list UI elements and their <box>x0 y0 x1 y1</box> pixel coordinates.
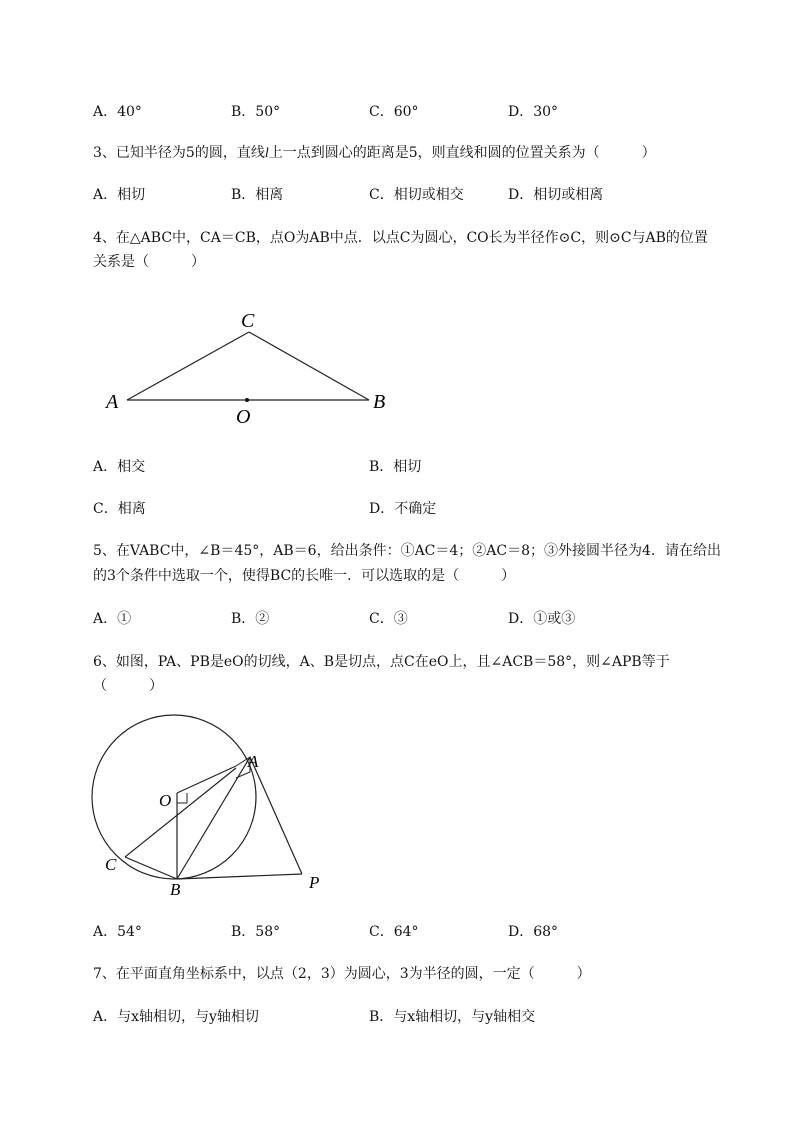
segment-ab <box>177 757 250 879</box>
q4-option-a: A．相交 <box>93 459 146 475</box>
q7-option-b: B．与x轴相切，与y轴相交 <box>369 1009 536 1025</box>
q3-stem-part1: 3、已知半径为5的圆，直线 <box>93 145 265 161</box>
label-a: A <box>248 752 259 771</box>
label-c: C <box>241 310 255 332</box>
label-a: A <box>106 391 119 413</box>
q4-stem-line2: 关系是（ ） <box>93 254 205 270</box>
q3-variable-l: l <box>264 146 269 161</box>
segment-oa <box>177 766 236 793</box>
q6-option-a: A．54° <box>93 924 142 940</box>
q6-option-d: D．68° <box>508 924 559 940</box>
q3-option-b: B．相离 <box>231 187 284 203</box>
circle-o <box>92 715 256 879</box>
q3-option-d: D．相切或相离 <box>508 187 604 203</box>
q4-option-b: B．相切 <box>369 459 422 475</box>
q4-stem-line1: 4、在△ABC中，CA＝CB，点O为AB中点．以点C为圆心，CO长为半径作⊙C，则⊙C与AB的位置 <box>93 230 708 246</box>
segment-ac <box>125 768 236 857</box>
q2-option-b: B．50° <box>231 104 281 120</box>
q6-option-c: C．64° <box>369 924 419 940</box>
label-p: P <box>309 873 320 892</box>
label-c: C <box>105 855 117 874</box>
q5-option-a: A．① <box>93 611 132 627</box>
q3-stem-part2: 上一点到圆心的距离是5，则直线和圆的位置关系为（ ） <box>268 145 656 161</box>
q5-option-b: B．② <box>231 611 270 627</box>
q7-stem: 7、在平面直角坐标系中，以点（2，3）为圆心，3为半径的圆，一定（ ） <box>93 966 591 982</box>
q6-stem-line2: （ ） <box>93 678 163 694</box>
q2-option-c: C．60° <box>369 104 419 120</box>
q3-option-c: C．相切或相交 <box>369 187 464 203</box>
q4-option-d: D．不确定 <box>369 501 437 517</box>
q5-stem-line1: 5、在VABC中，∠B＝45°，AB＝6，给出条件：①AC＝4；②AC＝8；③外接圆半径为4．请在给出 <box>93 543 721 559</box>
right-angle-mark-o <box>177 793 187 803</box>
q5-option-d: D．①或③ <box>508 611 576 627</box>
q2-option-a: A．40° <box>93 104 142 120</box>
q3-option-a: A．相切 <box>93 187 146 203</box>
q2-option-d: D．30° <box>508 104 559 120</box>
label-o: O <box>236 406 251 428</box>
segment-ap <box>250 757 302 874</box>
q6-stem-line1: 6、如图，PA、PB是eO的切线，A、B是切点，点C在eO上，且∠ACB＝58°，则∠APB等于 <box>93 654 670 670</box>
label-o: O <box>159 791 172 810</box>
q5-option-c: C．③ <box>369 611 408 627</box>
q6-option-b: B．58° <box>231 924 281 940</box>
q5-stem-line2: 的3个条件中选取一个，使得BC的长唯一．可以选取的是（ ） <box>93 568 516 584</box>
label-b: B <box>373 391 386 413</box>
q7-option-a: A．与x轴相切，与y轴相切 <box>93 1009 259 1025</box>
label-b: B <box>170 880 181 899</box>
q4-option-c: C．相离 <box>93 501 146 517</box>
